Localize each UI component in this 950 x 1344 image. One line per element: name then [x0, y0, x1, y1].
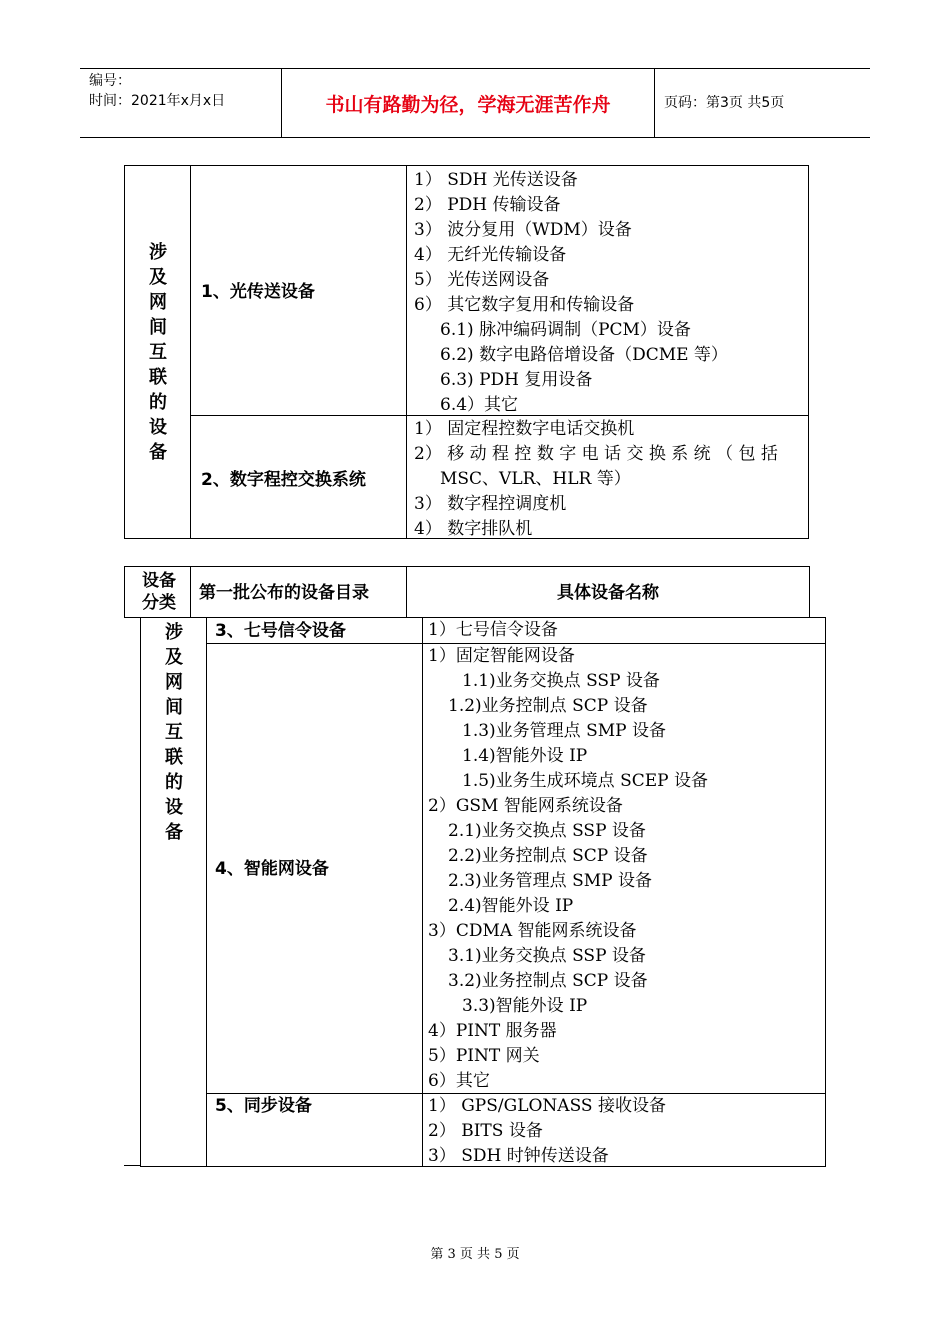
header-motto-cell [281, 69, 655, 137]
item-list-signaling [428, 618, 820, 643]
list-item: MSC、VLR、HLR 等） [440, 469, 631, 489]
list-item: 3） 数字程控调度机 [414, 494, 567, 514]
list-item: 1.5)业务生成环境点 SCEP 设备 [462, 771, 708, 791]
list-item: 2.1)业务交换点 SSP 设备 [448, 821, 646, 841]
table-divider [422, 618, 423, 1166]
list-item: 3） 波分复用（WDM）设备 [414, 220, 632, 240]
side-label: 涉 及 网 间 互 联 的 设 备 [165, 622, 183, 843]
list-item: 6.3) PDH 复用设备 [440, 370, 593, 390]
list-item: 6.1) 脉冲编码调制（PCM）设备 [440, 320, 691, 340]
number-label: 编号： [89, 73, 131, 89]
item-list-intelligent-network [428, 644, 820, 1094]
list-item: 2.4)智能外设 IP [448, 896, 574, 916]
item-list-switching [414, 417, 800, 542]
list-item: 6.4）其它 [440, 395, 519, 415]
list-item: 5）PINT 网关 [428, 1046, 540, 1066]
page-footer: 第 3 页 共 5 页 [430, 1247, 520, 1262]
table-divider [206, 618, 207, 1166]
category-signaling: 3、七号信令设备 [215, 621, 346, 641]
list-item: 1.2)业务控制点 SCP 设备 [448, 696, 648, 716]
list-item: 5） 光传送网设备 [414, 270, 550, 290]
list-item: 1.3)业务管理点 SMP 设备 [462, 721, 666, 741]
list-item: 1.4)智能外设 IP [462, 746, 588, 766]
list-item: 6.2) 数字电路倍增设备（DCME 等） [440, 345, 728, 365]
equipment-table-2-header [124, 566, 810, 618]
table-divider [190, 166, 191, 538]
list-item: 1） 固定程控数字电话交换机 [414, 419, 635, 439]
item-list-synchronization [428, 1094, 820, 1169]
list-item: 6） 其它数字复用和传输设备 [414, 295, 635, 315]
equipment-table-2-body [140, 617, 826, 1167]
list-item: 1）固定智能网设备 [428, 646, 575, 666]
header-meta-cell [80, 69, 281, 137]
list-item: 2） 移 动 程 控 数 字 电 话 交 换 系 统 （ 包 括 [414, 444, 778, 464]
table-divider [190, 567, 191, 617]
document-header [80, 68, 870, 138]
list-item: 3） SDH 时钟传送设备 [428, 1146, 609, 1166]
list-item: 6）其它 [428, 1071, 490, 1091]
category-intelligent-network: 4、智能网设备 [215, 859, 329, 879]
list-item: 4）PINT 服务器 [428, 1021, 557, 1041]
table-divider [124, 1165, 141, 1166]
list-item: 3.1)业务交换点 SSP 设备 [448, 946, 646, 966]
list-item: 3.3)智能外设 IP [462, 996, 588, 1016]
list-item: 3）CDMA 智能网系统设备 [428, 921, 637, 941]
time-label: 时间：2021年x月x日 [89, 93, 226, 109]
page-info: 页码：第3页 共5页 [664, 95, 785, 111]
list-item: 1.1)业务交换点 SSP 设备 [462, 671, 660, 691]
header-device-names: 具体设备名称 [557, 583, 659, 603]
category-optical-transport: 1、光传送设备 [201, 282, 315, 302]
list-item: 3.2)业务控制点 SCP 设备 [448, 971, 648, 991]
list-item: 2） BITS 设备 [428, 1121, 543, 1141]
category-synchronization: 5、同步设备 [215, 1096, 312, 1116]
list-item: 2.2)业务控制点 SCP 设备 [448, 846, 648, 866]
side-label: 涉 及 网 间 互 联 的 设 备 [149, 242, 167, 463]
header-catalog: 第一批公布的设备目录 [199, 583, 369, 603]
item-list-optical [414, 168, 800, 418]
list-item: 4） 无纤光传输设备 [414, 245, 567, 265]
equipment-table-1 [124, 165, 809, 539]
list-item: 2.3)业务管理点 SMP 设备 [448, 871, 652, 891]
list-item: 2） PDH 传输设备 [414, 195, 561, 215]
list-item: 1）七号信令设备 [428, 620, 558, 640]
list-item: 1） GPS/GLONASS 接收设备 [428, 1096, 666, 1116]
header-device-category: 设备分类 [142, 571, 176, 613]
list-item: 4） 数字排队机 [414, 519, 533, 539]
category-digital-switching: 2、数字程控交换系统 [201, 470, 366, 490]
list-item: 1） SDH 光传送设备 [414, 170, 578, 190]
motto: 书山有路勤为径，学海无涯苦作舟 [325, 94, 611, 116]
table-divider [406, 166, 407, 538]
list-item: 2）GSM 智能网系统设备 [428, 796, 623, 816]
header-page-cell [655, 69, 870, 137]
